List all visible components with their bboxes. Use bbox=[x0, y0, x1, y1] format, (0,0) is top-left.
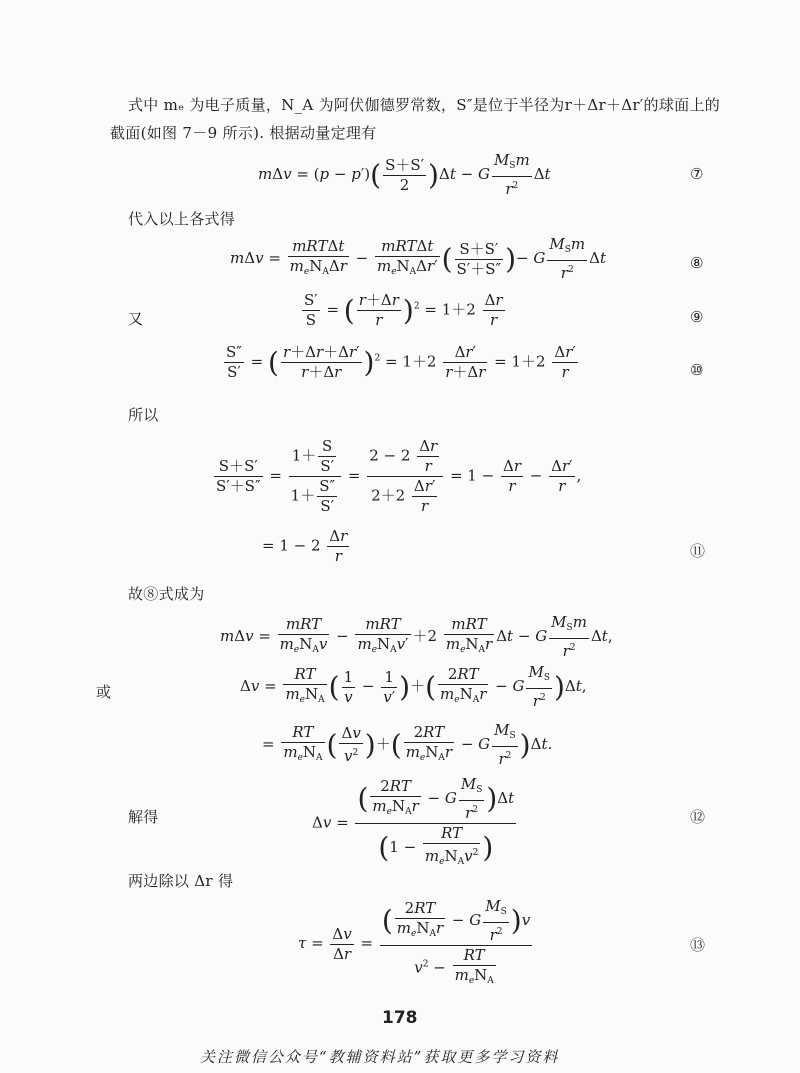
label-jiede: 解得 bbox=[128, 808, 159, 826]
page-number: 178 bbox=[382, 1008, 418, 1028]
label-huo: 或 bbox=[96, 683, 112, 701]
equation-10: $\frac{S''}{S'}$ = ( $\frac{r+\Delta r+\Delta r'}{r+\Delta r}$ )$^2$ = 1＋2 $\frac{\Delta r'}{r+\Delta r}$ = 1＋2 $\frac{\Delta r'}{r}$ bbox=[226, 343, 576, 381]
footer-note: 关注微信公众号“教辅资料站”获取更多学习资料 bbox=[200, 1048, 560, 1066]
equation-g1: mΔv = $\frac{\text{mRT}}{m_eN_Av}$ − $\frac{\text{mRT}}{m_eN_Av'}$ ＋2 $\frac{\text{mRT}}{m_eN_Ar}$ Δt − G $\frac{M_Sm}{r^2}$ Δt, bbox=[220, 613, 613, 660]
label-daiyi: 代入以上各式得 bbox=[128, 210, 236, 228]
equation-9: $\frac{S'}{S}$ = ( $\frac{r+\Delta r}{r}$ )$^2$ = 1＋2 $\frac{\Delta r}{r}$ bbox=[304, 291, 503, 329]
equation-7: mΔv = (p − p′)( $\frac{S+S'}{2}$ )Δt − G $\frac{M_Sm}{r^2}$ Δt bbox=[258, 151, 551, 198]
equation-tag-10: ⑩ bbox=[690, 361, 704, 379]
equation-g3: = $\frac{RT}{m_eN_A}$ ( $\frac{\Delta v}{v^2}$ )＋( $\frac{2RT}{m_eN_Ar}$ − G $\frac{M_S}{r^2}$ )Δt. bbox=[262, 721, 553, 768]
equation-11b: = 1 − 2 $\frac{\Delta r}{r}$ bbox=[262, 527, 348, 565]
equation-g2: Δv = $\frac{RT}{m_eN_A}$ ( $\frac{1}{v}$ − $\frac{1}{v'}$ )＋( $\frac{2RT}{m_eN_Ar}$ − G $\frac{M_S}{r^2}$ )Δt, bbox=[240, 663, 587, 710]
paragraph-line-1: 式中 mₑ 为电子质量，N_A 为阿伏伽德罗常数，S″是位于半径为r＋Δr＋Δr′的球面上的 bbox=[128, 96, 721, 114]
equation-13: τ = $\frac{\Delta v}{\Delta r}$ = ( $\frac{2RT}{m_eN_Ar}$ − G $\frac{M_S}{r^2}$ )v $v^2$ − $\frac{RT}{m_eN_A}$ bbox=[298, 897, 531, 986]
equation-tag-7: ⑦ bbox=[690, 165, 704, 183]
equation-11a: $\frac{S+S'}{S'+S''}$ = 1＋ $\frac{S}{S'}$ 1＋ $\frac{S''}{S'}$ = 2 − 2 $\frac{\Delta r}{r}$ 2＋2 $\frac{\Delta r'}{r}$ = 1 − $\frac{\Delta r}{r}$ − $\frac{\Delta r'}{r}$ , bbox=[216, 437, 582, 515]
label-gu: 故⑧式成为 bbox=[128, 585, 205, 603]
equation-tag-8: ⑧ bbox=[690, 254, 704, 272]
label-liangbian: 两边除以 Δr 得 bbox=[128, 872, 234, 890]
equation-tag-9: ⑨ bbox=[690, 308, 704, 326]
equation-tag-11: ⑪ bbox=[690, 542, 706, 560]
paragraph-line-2: 截面(如图 7－9 所示). 根据动量定理有 bbox=[110, 124, 377, 142]
equation-12: Δv = ( $\frac{2RT}{m_eN_Ar}$ − G $\frac{M_S}{r^2}$ )Δt (1 − $\frac{RT}{m_eN_Av^2}$ ) bbox=[312, 775, 515, 867]
equation-tag-12: ⑫ bbox=[690, 808, 706, 826]
label-suoyi: 所以 bbox=[128, 406, 159, 424]
equation-8: mΔv = $\frac{\text{mRTΔt}}{m_eN_A\Delta r}$ − $\frac{\text{mRTΔt}}{m_eN_A\Delta r'}$ ( $\frac{S+S'}{S'+S''}$ )− G $\frac{M_Sm}{r^2}$ Δt bbox=[230, 235, 606, 282]
equation-tag-13: ⑬ bbox=[690, 936, 706, 954]
label-you: 又 bbox=[128, 310, 144, 328]
